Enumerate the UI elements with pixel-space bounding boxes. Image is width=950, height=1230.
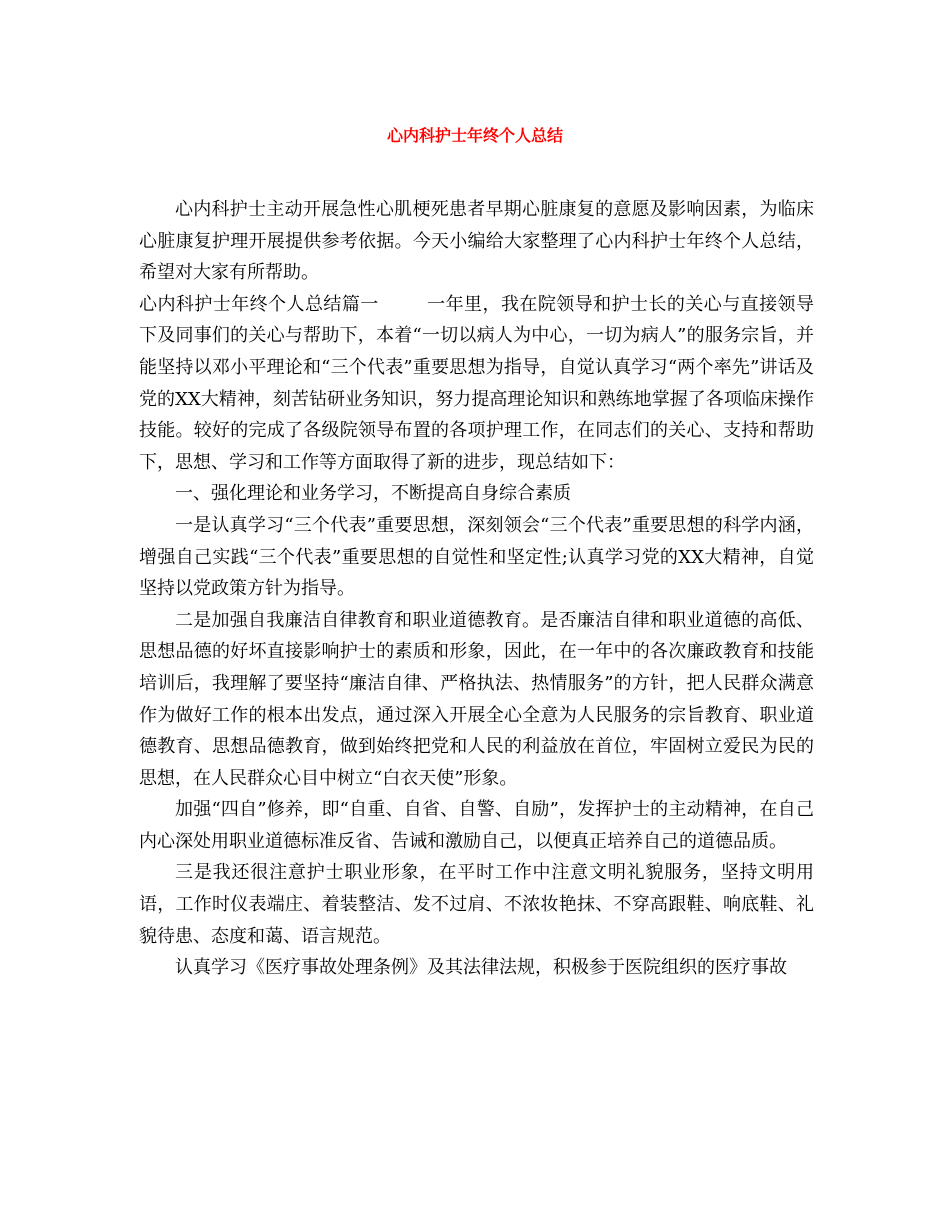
document-title: 心内科护士年终个人总结 [386, 126, 563, 145]
body-paragraph-3: 加强“四自”修养，即“自重、自省、自警、自励”，发挥护士的主动精神，在自己内心深处用职业道德标准反省、告诫和激励自己，以便真正培养自己的道德品质。 [139, 799, 814, 852]
body-paragraph-5: 认真学习《医疗事故处理条例》及其法律法规，积极参于医院组织的医疗事故 [175, 957, 787, 979]
part-heading: 心内科护士年终个人总结篇一 [139, 293, 379, 315]
part-one-paragraph [139, 289, 814, 479]
body-paragraph-2: 二是加强自我廉洁自律教育和职业道德教育。是否廉洁自律和职业道德的高低、思想品德的好坏直接影响护士的素质和形象，因此，在一年中的各次廉政教育和技能培训后，我理解了要坚持“廉洁自律、严格执法、热情服务”的方针，把人民群众满意作为做好工作的根本出发点，通过深入开展全心全意为人民服务的宗旨教育、职业道德教育、思想品德教育，做到始终把党和人民的利益放在首位，牢固树立爱民为民的思想，在人民群众心目中树立“白衣天使”形象。 [139, 609, 814, 789]
part-opening-text: 一年里，我在院领导和护士长的关心与直接领导下及同事们的关心与帮助下，本着“一切以病人为中心，一切为病人”的服务宗旨，并能坚持以邓小平理论和“三个代表”重要思想为指导，自觉认真学习“两个率先”讲话及党的XX大精神，刻苦钻研业务知识，努力提高理论知识和熟练地掌握了各项临床操作技能。较好的完成了各级院领导布置的各项护理工作，在同志们的关心、支持和帮助下，思想、学习和工作等方面取得了新的进步，现总结如下： [139, 293, 815, 473]
body-paragraph-4: 三是我还很注意护士职业形象，在平时工作中注意文明礼貌服务，坚持文明用语，工作时仪表端庄、着装整洁、发不过肩、不浓妆艳抹、不穿高跟鞋、响底鞋、礼貌待患、态度和蔼、语言规范。 [139, 862, 814, 947]
document-body [139, 194, 814, 984]
intro-paragraph: 心内科护士主动开展急性心肌梗死患者早期心脏康复的意愿及影响因素，为临床心脏康复护理开展提供参考依据。今天小编给大家整理了心内科护士年终个人总结，希望对大家有所帮助。 [139, 199, 814, 284]
body-paragraph-1: 一是认真学习“三个代表”重要思想，深刻领会“三个代表”重要思想的科学内涵，增强自己实践“三个代表”重要思想的自觉性和坚定性;认真学习党的XX大精神，自觉坚持以党政策方针为指导。 [139, 514, 814, 600]
section-heading: 一、强化理论和业务学习，不断提高自身综合素质 [175, 483, 571, 505]
